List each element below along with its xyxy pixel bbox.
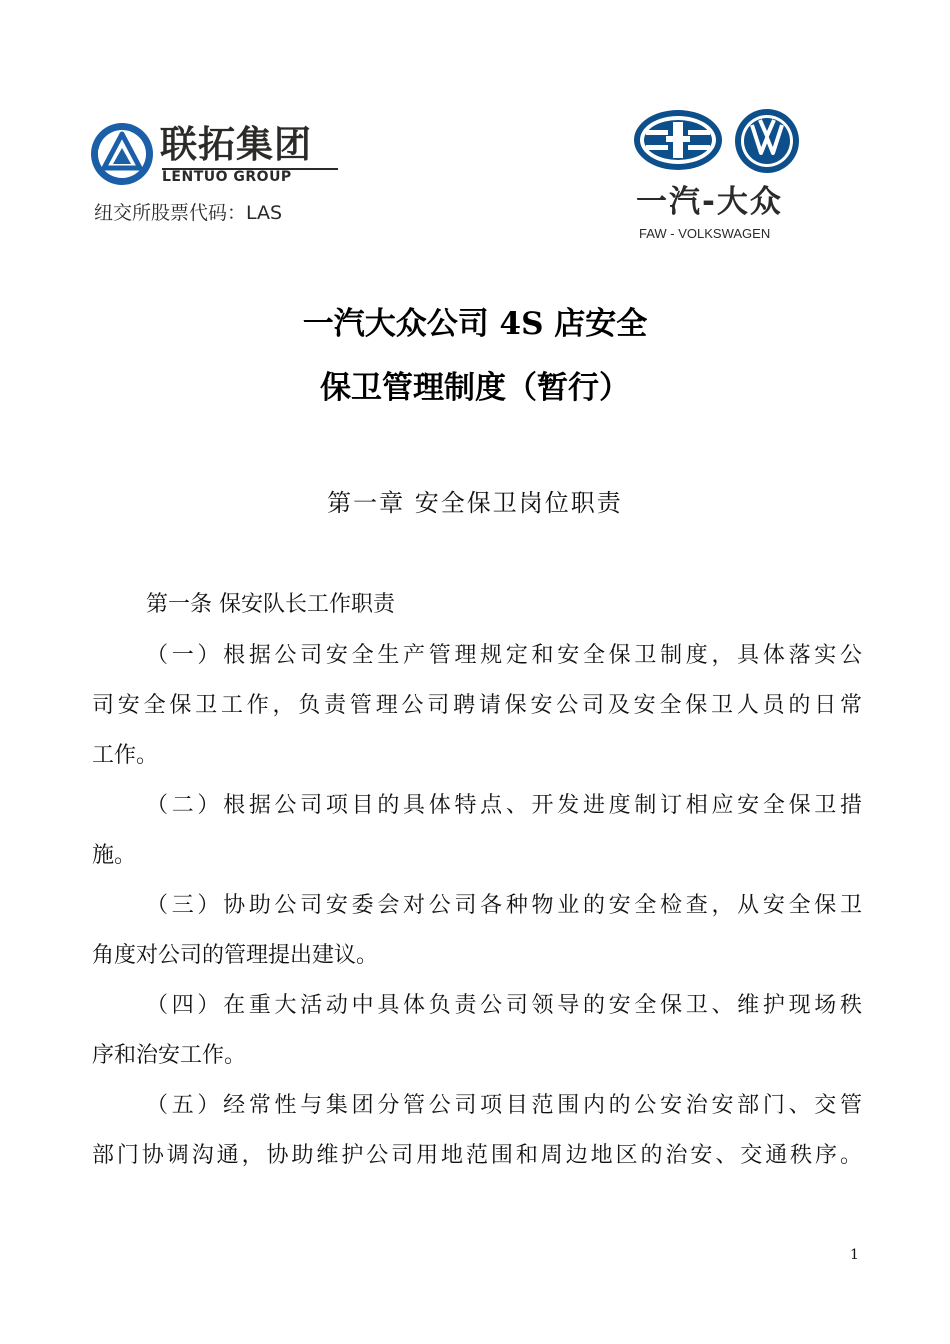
body-line: （三）协助公司安委会对公司各种物业的安全检查，从安全保卫 (146, 893, 862, 918)
faw-emblem-icon (632, 108, 724, 172)
body-line: （二）根据公司项目的具体特点、开发进度制订相应安全保卫措 (146, 793, 862, 818)
body-line: 施。 (92, 843, 137, 868)
body-line: 部门协调沟通，协助维护公司用地范围和周边地区的治安、交通秩序。 (92, 1143, 862, 1168)
lentuo-ticker: 纽交所股票代码：LAS (94, 202, 283, 224)
faw-vw-name-en: FAW - VOLKSWAGEN (639, 226, 771, 241)
faw-vw-logo (630, 108, 810, 248)
lentuo-name-en: LENTUO GROUP (162, 169, 292, 185)
article-heading: 第一条 保安队长工作职责 (146, 592, 395, 617)
document-title-line-2: 保卫管理制度（暂行） (320, 370, 630, 406)
document-title-line-1: 一汽大众公司 4S 店安全 (302, 306, 648, 342)
body-line: 序和治安工作。 (92, 1043, 247, 1068)
vw-emblem-icon (734, 108, 800, 174)
lentuo-name-cn: 联拓集团 (160, 123, 312, 166)
page-number: 1 (850, 1247, 859, 1263)
body-line: （五）经常性与集团分管公司项目范围内的公安治安部门、交管 (146, 1093, 862, 1118)
body-line: 司安全保卫工作，负责管理公司聘请保安公司及安全保卫人员的日常 (92, 693, 862, 718)
chapter-heading: 第一章 安全保卫岗位职责 (327, 489, 623, 517)
lentuo-emblem-icon (90, 122, 154, 186)
lentuo-logo (90, 118, 350, 230)
body-line: （一）根据公司安全生产管理规定和安全保卫制度，具体落实公 (146, 643, 862, 668)
body-line: 工作。 (92, 743, 159, 768)
faw-vw-name-cn: 一汽-大众 (636, 184, 783, 220)
body-line: （四）在重大活动中具体负责公司领导的安全保卫、维护现场秩 (146, 993, 862, 1018)
body-line: 角度对公司的管理提出建议。 (92, 943, 379, 968)
